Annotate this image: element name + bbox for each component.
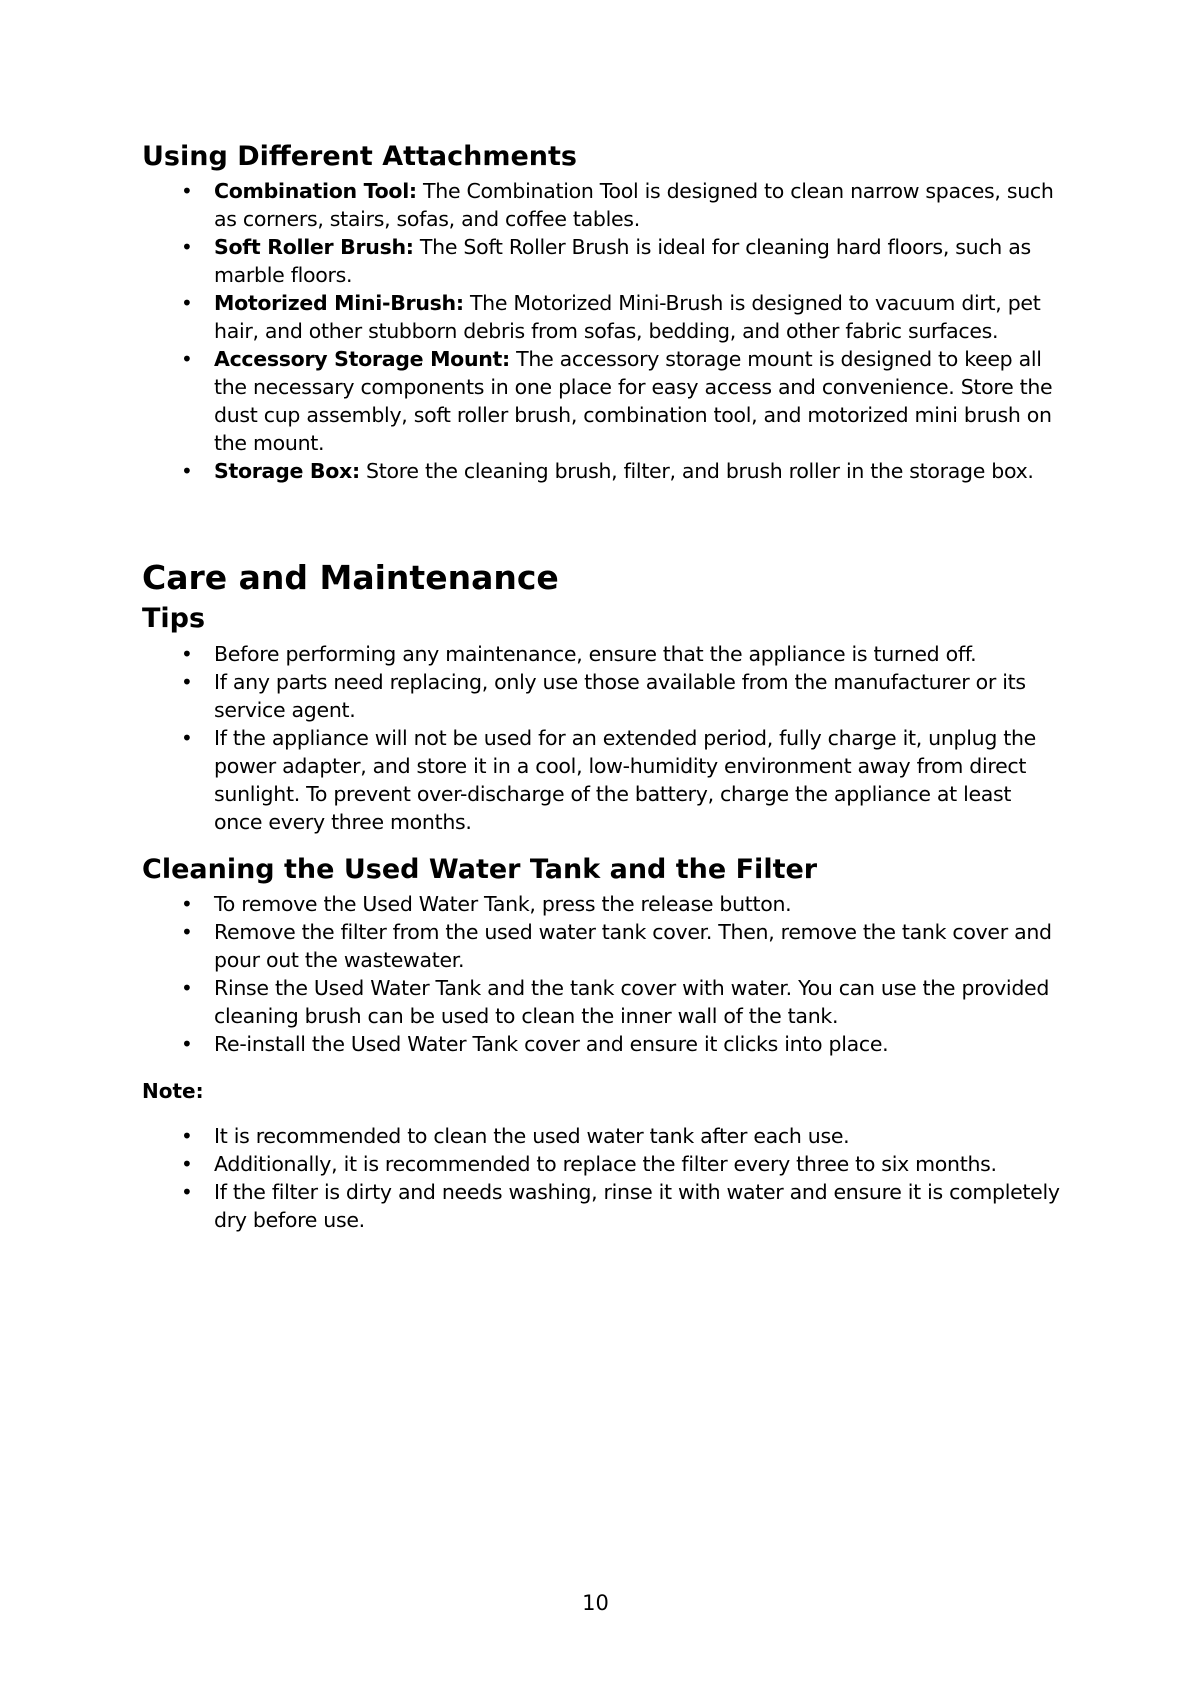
list-item <box>0 457 1191 485</box>
care-heading: Care and Maintenance <box>142 558 559 597</box>
list-item <box>0 1178 1191 1234</box>
item-term: Motorized Mini-Brush: <box>214 291 464 315</box>
bullet: • <box>181 235 193 259</box>
item-term: Soft Roller Brush: <box>214 235 414 259</box>
bullet: • <box>181 1180 193 1204</box>
bullet: • <box>181 1032 193 1056</box>
item-text: Remove the filter from the used water tank cover. Then, remove the tank cover and pour out the wastewater. <box>214 920 1052 972</box>
item-text: The Motorized Mini-Brush is designed to vacuum dirt, pet hair, and other stubborn debris from sofas, bedding, and other fabric surfaces. <box>214 291 1041 343</box>
list-item <box>0 177 1191 233</box>
item-text: If any parts need replacing, only use those available from the manufacturer or its service agent. <box>214 670 1026 722</box>
page-number: 10 <box>582 1591 609 1615</box>
list-item <box>0 1150 1191 1178</box>
item-term: Combination Tool: <box>214 179 417 203</box>
item-text: The Combination Tool is designed to clean narrow spaces, such as corners, stairs, sofas, and coffee tables. <box>214 179 1054 231</box>
list-item <box>0 289 1191 345</box>
tips-list <box>0 640 1191 836</box>
item-text: It is recommended to clean the used water tank after each use. <box>214 1124 850 1148</box>
bullet: • <box>181 976 193 1000</box>
cleaning-heading: Cleaning the Used Water Tank and the Filter <box>142 854 818 885</box>
bullet: • <box>181 291 193 315</box>
list-item <box>0 1122 1191 1150</box>
item-text: Rinse the Used Water Tank and the tank cover with water. You can use the provided cleaning brush can be used to clean the inner wall of the tank. <box>214 976 1050 1028</box>
bullet: • <box>181 726 193 750</box>
bullet: • <box>181 670 193 694</box>
item-text: The Soft Roller Brush is ideal for cleaning hard floors, such as marble floors. <box>214 235 1031 287</box>
list-item <box>0 233 1191 289</box>
bullet: • <box>181 1152 193 1176</box>
notes-list <box>0 1122 1191 1234</box>
bullet: • <box>181 642 193 666</box>
list-item <box>0 345 1191 457</box>
bullet: • <box>181 179 193 203</box>
cleaning-steps-list <box>0 890 1191 1058</box>
bullet: • <box>181 1124 193 1148</box>
item-term: Storage Box: <box>214 459 360 483</box>
item-text: Re-install the Used Water Tank cover and ensure it clicks into place. <box>214 1032 889 1056</box>
list-item <box>0 668 1191 724</box>
item-text: Before performing any maintenance, ensure that the appliance is turned off. <box>214 642 977 666</box>
item-text: If the appliance will not be used for an extended period, fully charge it, unplug the power adapter, and store it in a cool, low-humidity environment away from direct sunlight. To prevent over-discharge of the battery, charge the appliance at least once every three months. <box>214 726 1036 834</box>
item-term: Accessory Storage Mount: <box>214 347 510 371</box>
list-item <box>0 918 1191 974</box>
item-text: If the filter is dirty and needs washing, rinse it with water and ensure it is completely dry before use. <box>214 1180 1060 1232</box>
item-text: To remove the Used Water Tank, press the release button. <box>214 892 792 916</box>
bullet: • <box>181 347 193 371</box>
attachments-list <box>0 177 1191 485</box>
list-item <box>0 1030 1191 1058</box>
bullet: • <box>181 459 193 483</box>
list-item <box>0 724 1191 836</box>
bullet: • <box>181 892 193 916</box>
note-label: Note: <box>142 1079 204 1103</box>
list-item <box>0 640 1191 668</box>
item-text: Store the cleaning brush, filter, and brush roller in the storage box. <box>359 459 1034 483</box>
bullet: • <box>181 920 193 944</box>
list-item <box>0 890 1191 918</box>
list-item <box>0 974 1191 1030</box>
attachments-heading: Using Different Attachments <box>142 141 578 172</box>
item-text: Additionally, it is recommended to replace the filter every three to six months. <box>214 1152 997 1176</box>
tips-heading: Tips <box>142 603 206 634</box>
item-text: The accessory storage mount is designed to keep all the necessary components in one place for easy access and convenience. Store the dust cup assembly, soft roller brush, combination tool, and motorized mini brush on the mount. <box>214 347 1053 455</box>
